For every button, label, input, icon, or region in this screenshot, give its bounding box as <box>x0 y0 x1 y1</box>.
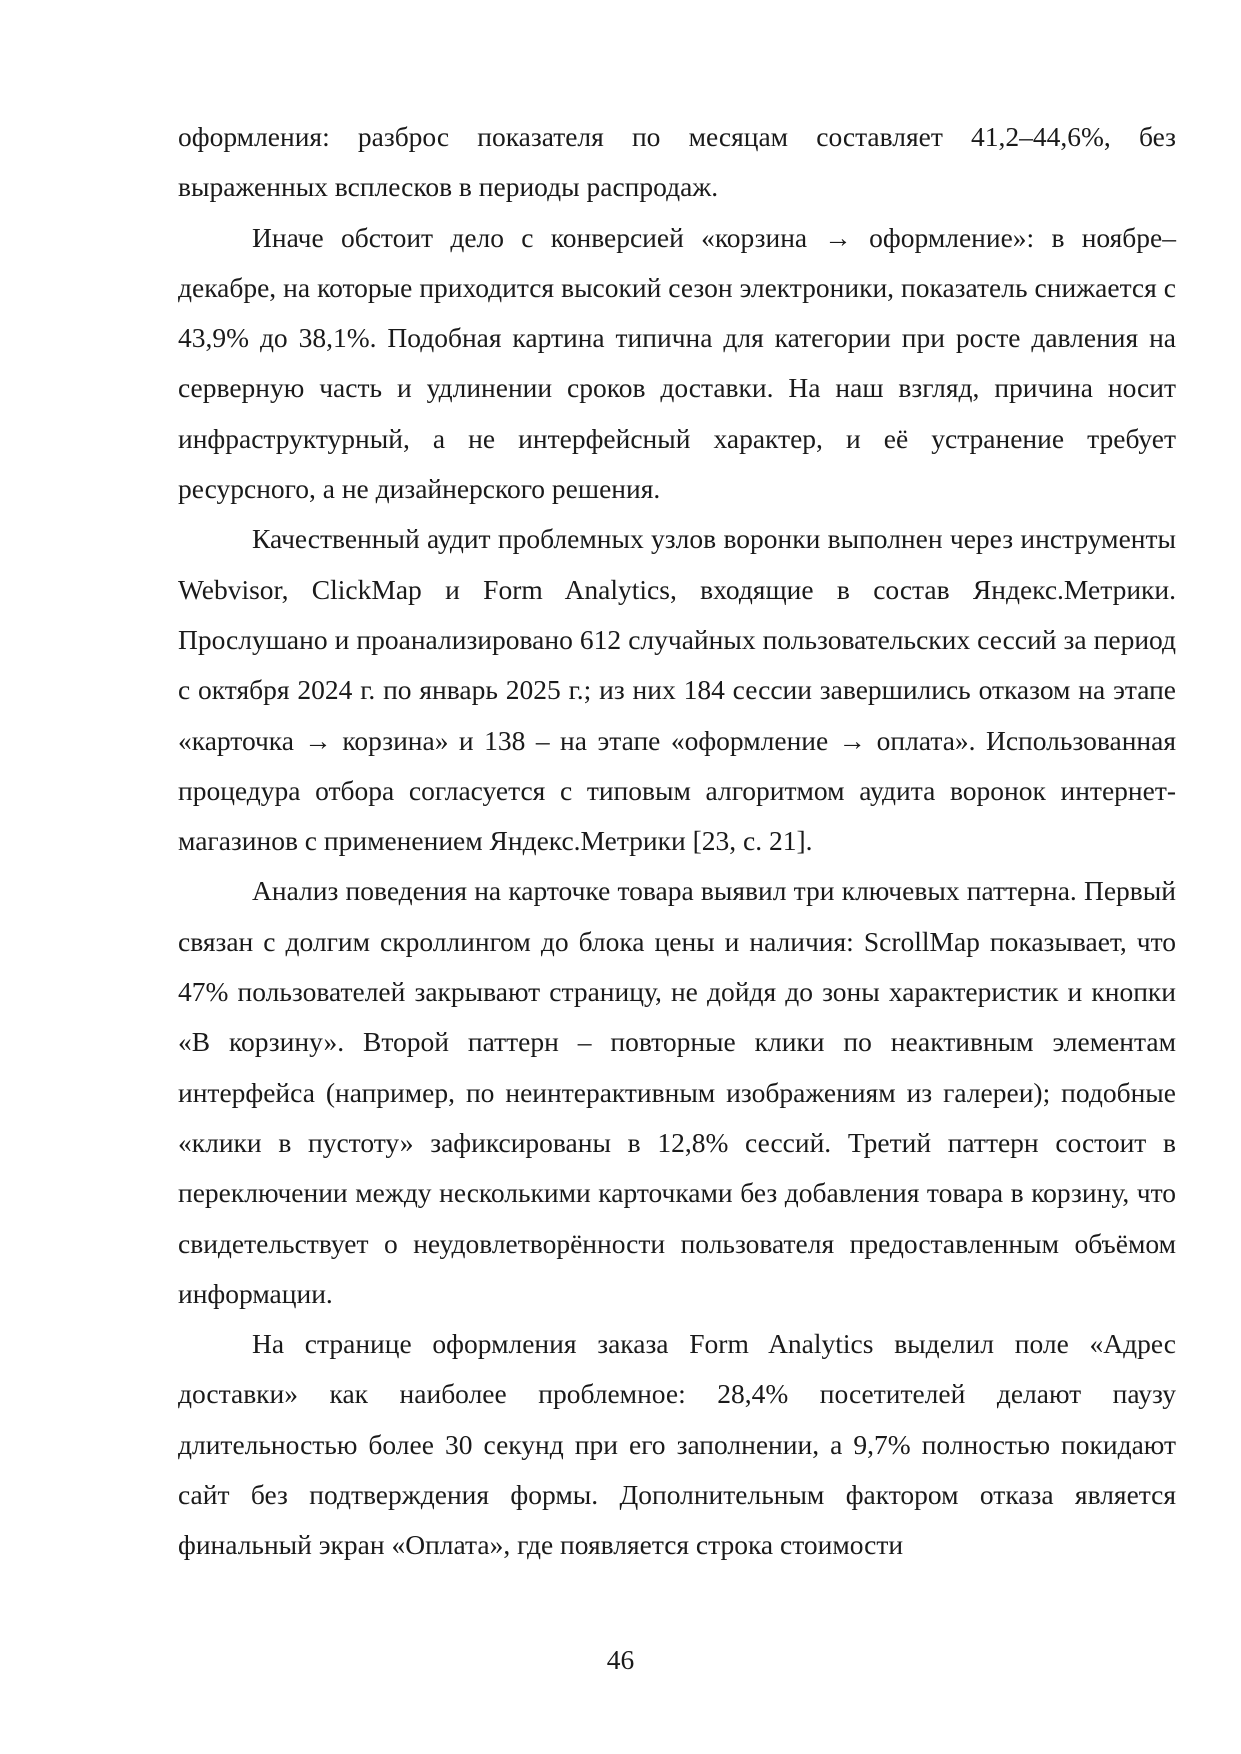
paragraph: На странице оформления заказа Form Analytics выделил поле «Адрес доставки» как наиболее проблемное: 28,4% посетителей делают паузу длительностью более 30 секунд при его заполнении, а 9,7% полностью покидают сайт без подтверждения формы. Дополнительным фактором отказа является финальный экран «Оплата», где появляется строка стоимости <box>178 1328 1176 1561</box>
paragraph: Качественный аудит проблемных узлов воронки выполнен через инструменты Webvisor, ClickMap и Form Analytics, входящие в состав Яндекс.Метрики. Прослушано и проанализировано 612 случайных пользовательских сессий за период с октября 2024 г. по январь 2025 г.; из них 184 сессии завершились отказом на этапе «карточка → корзина» и 138 – на этапе «оформление → оплата». Использованная процедура отбора согласуется с типовым алгоритмом аудита воронок интернет-магазинов с применением Яндекс.Метрики [23, с. 21]. <box>178 523 1176 857</box>
paragraph: Иначе обстоит дело с конверсией «корзина → оформление»: в ноябре–декабре, на которые приходится высокий сезон электроники, показатель снижается с 43,9% до 38,1%. Подобная картина типична для категории при росте давления на серверную часть и удлинении сроков доставки. На наш взгляд, причина носит инфраструктурный, а не интерфейсный характер, и её устранение требует ресурсного, а не дизайнерского решения. <box>178 221 1176 505</box>
document-body <box>178 112 1176 1571</box>
paragraph-continuation: оформления: разброс показателя по месяцам составляет 41,2–44,6%, без выраженных всплесков в периоды распродаж. <box>178 121 1176 203</box>
paragraph: Анализ поведения на карточке товара выявил три ключевых паттерна. Первый связан с долгим скроллингом до блока цены и наличия: ScrollMap показывает, что 47% пользователей закрывают страницу, не дойдя до зоны характеристик и кнопки «В корзину». Второй паттерн – повторные клики по неактивным элементам интерфейса (например, по неинтерактивным изображениям из галереи); подобные «клики в пустоту» зафиксированы в 12,8% сессий. Третий паттерн состоит в переключении между несколькими карточками без добавления товара в корзину, что свидетельствует о неудовлетворённости пользователя предоставленным объёмом информации. <box>178 875 1176 1309</box>
page-number: 46 <box>606 1644 635 1675</box>
